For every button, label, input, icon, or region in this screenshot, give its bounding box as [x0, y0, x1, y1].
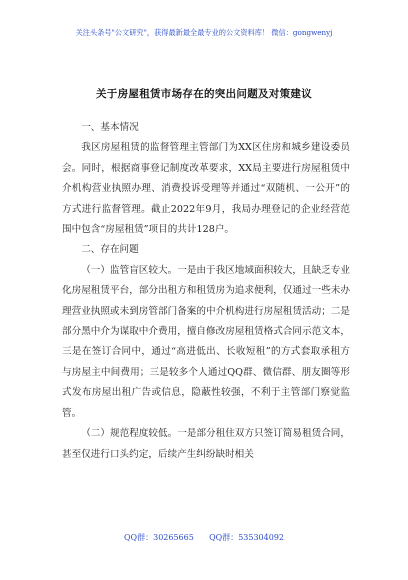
paragraph-basic-info: 我区房屋租赁的监督管理主管部门为XX区住房和城乡建设委员会。同时，根据商事登记制度改革要求，XX局主要进行房屋租赁中介机构营业执照办理、消费投诉受理等并通过“双随机、一公开”的方式进行监督管理。截止2022年9月，我局办理登记的企业经营范围中包含“房屋租赁”项目的共计128户。 [62, 142, 350, 236]
promo-banner: 关注头条号"公文研究"，获得最新最全最专业的公文资料库！ 微信：gongwenyj [75, 28, 333, 37]
section-heading-problems: 二、存在问题 [81, 244, 139, 256]
paragraph-problem-one: （一）监管盲区较大。一是由于我区地域面积较大，且缺乏专业化房屋租赁平台，部分出租方和租赁房为追求便利，仅通过一些未办理营业执照或未到房管部门备案的中介机构进行房屋租赁活动；二是部分黑中介为谋取中介费用，擅自修改房屋租赁格式合同示范文本，三是在签订合同中，通过“高进低出、长收短租”的方式套取承租方与房屋主中间费用；三是较多个人通过QQ群、微信群、朋友圈等形式发布房屋出租广告或信息，隐蔽性较强，不利于主管部门察觉监管。 [62, 264, 350, 419]
footer-qq-groups: QQ群：30265665 QQ群：535304092 [123, 533, 285, 542]
document-body [62, 118, 350, 465]
section-heading-basic: 一、基本情况 [81, 122, 139, 133]
document-title: 关于房屋租赁市场存在的突出问题及对策建议 [96, 88, 312, 100]
paragraph-problem-two: （二）规范程度较低。一是部分租住双方只签订简易租赁合同，甚至仅进行口头约定，后续产生纠纷缺时相关 [62, 428, 350, 460]
